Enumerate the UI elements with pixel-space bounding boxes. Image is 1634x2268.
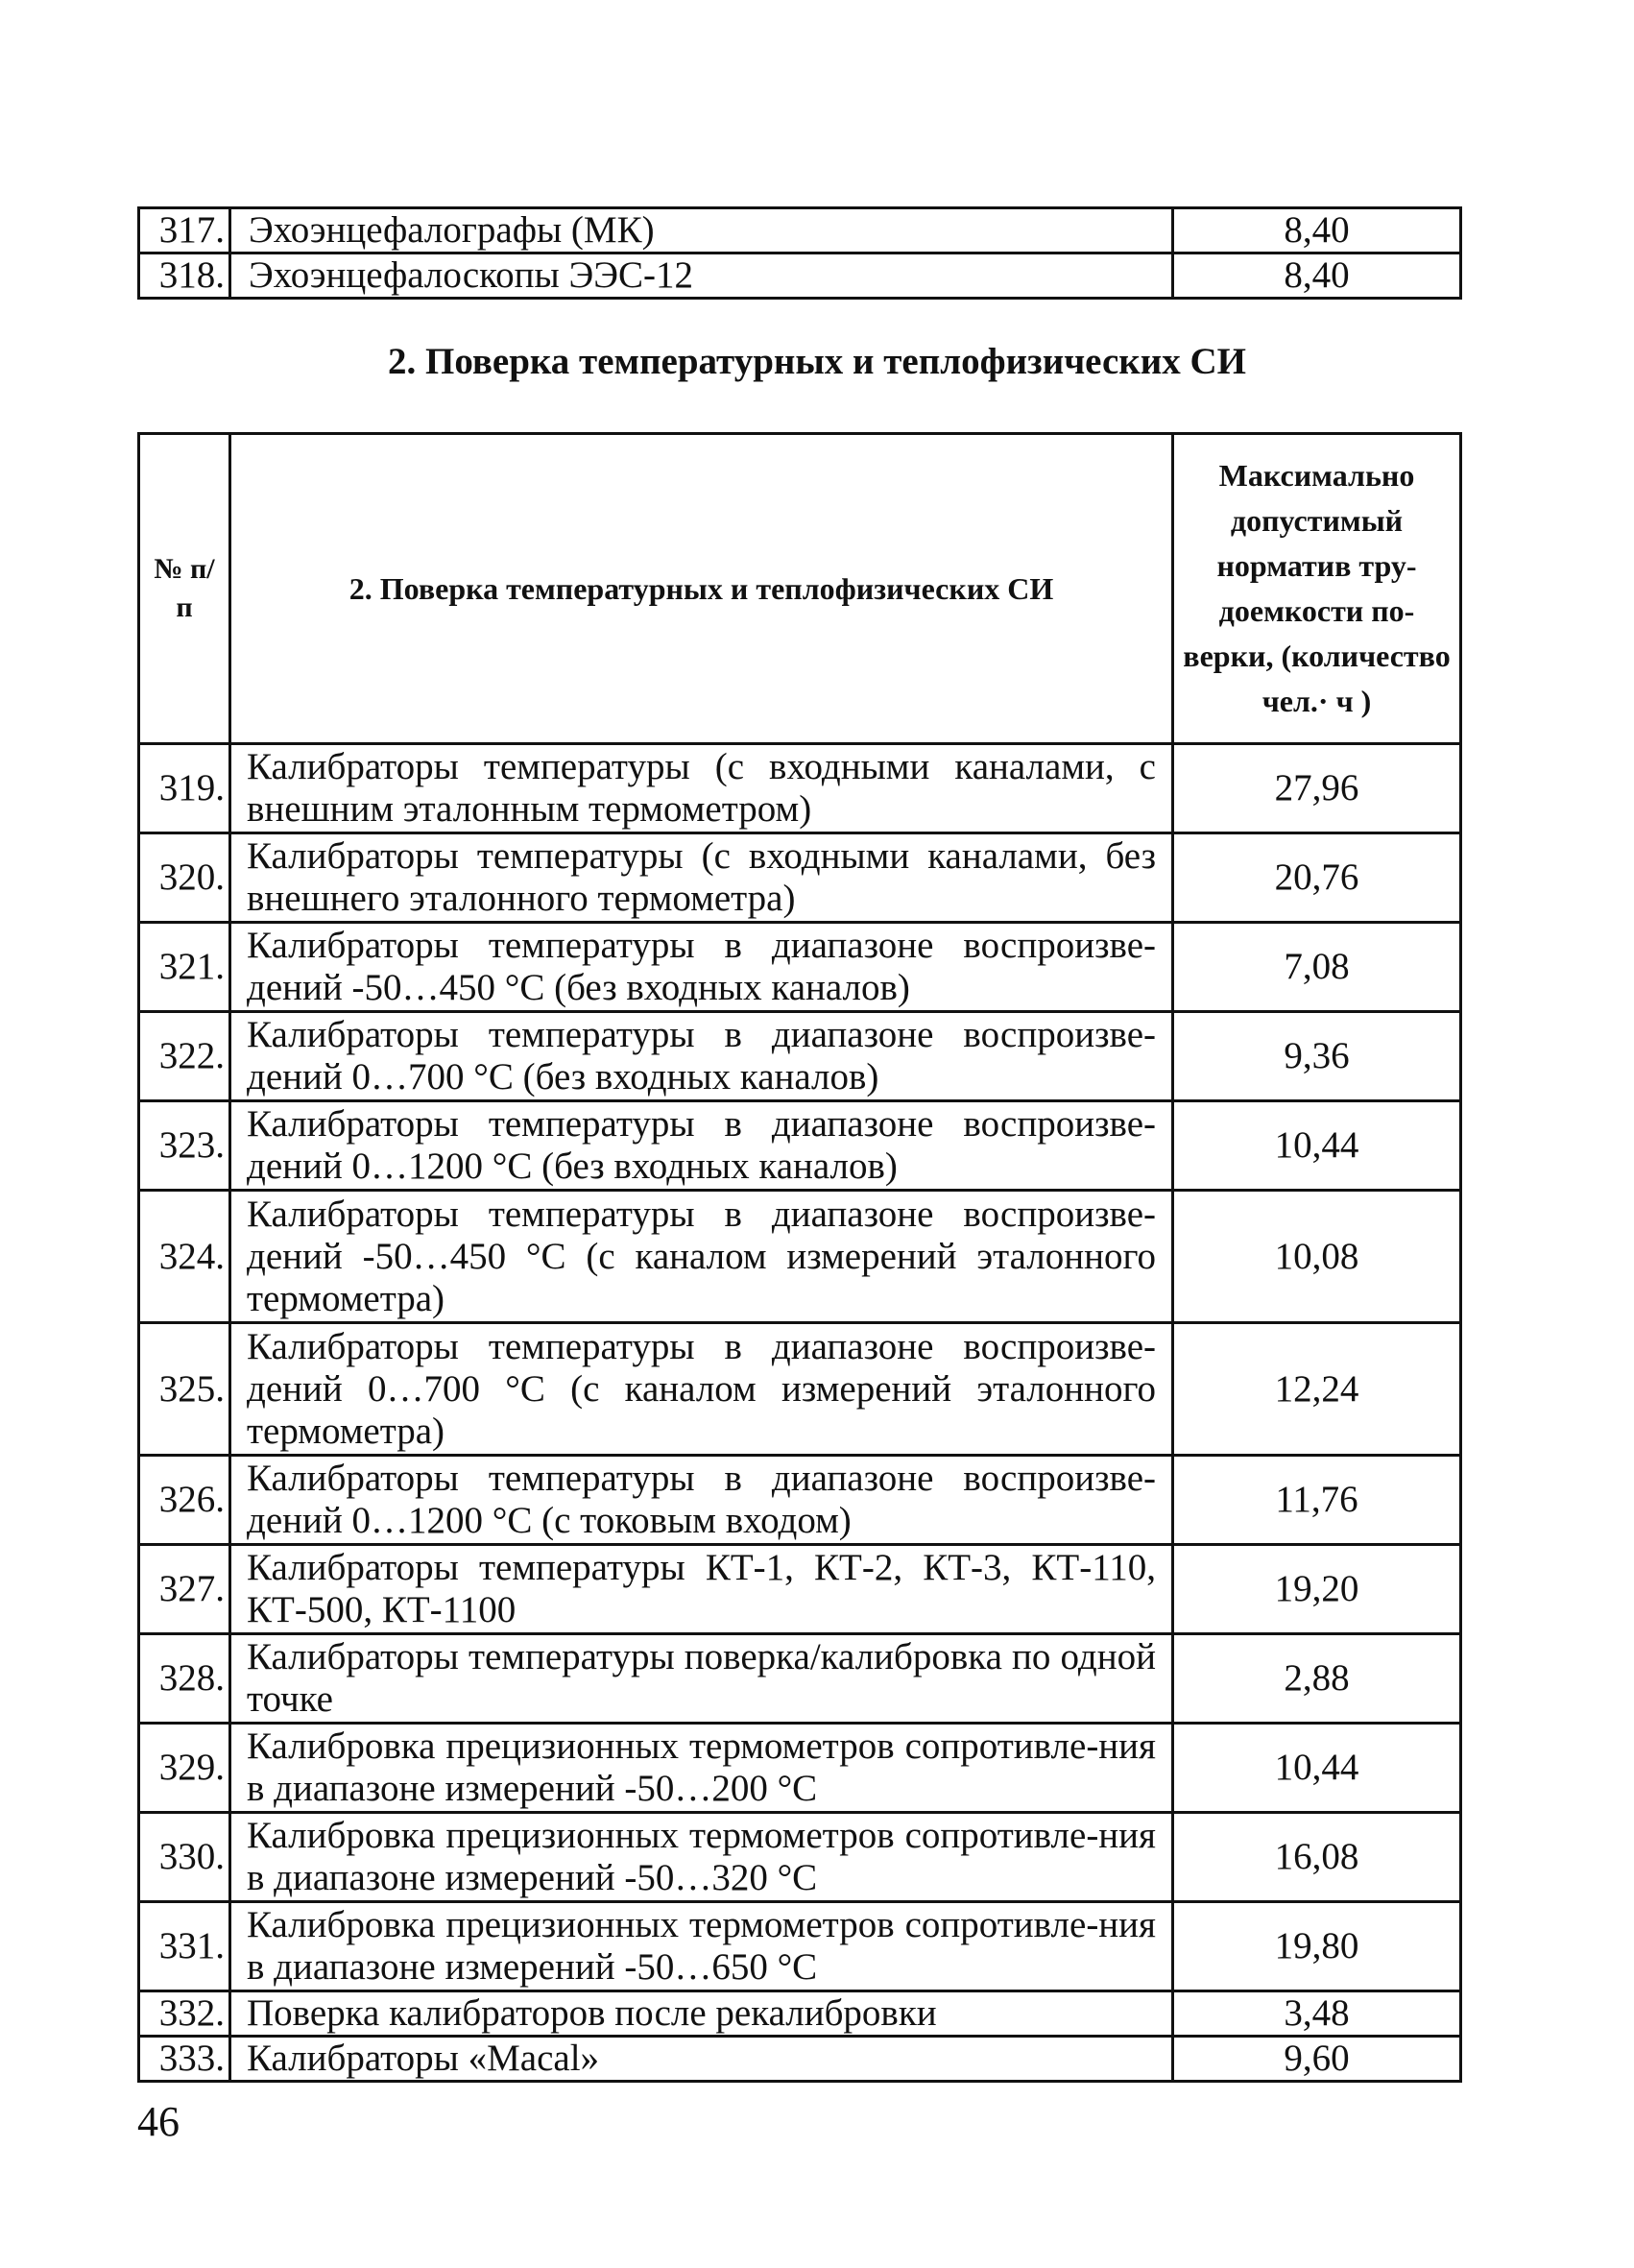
row-name: Калибраторы температуры поверка/калибровка по одной точке: [230, 1634, 1173, 1724]
table-row: [139, 1813, 1461, 1902]
row-value: 20,76: [1173, 833, 1461, 923]
row-value: 9,60: [1173, 2037, 1461, 2082]
row-name: Калибровка прецизионных термометров сопротивле-ния в диапазоне измерений -50…650 °С: [230, 1902, 1173, 1991]
table-row: [139, 208, 1461, 253]
table-row: [139, 1323, 1461, 1456]
row-name: Калибраторы температуры (с входными каналами, с внешним эталонным термометром): [230, 744, 1173, 833]
row-name: Калибровка прецизионных термометров сопротивле-ния в диапазоне измерений -50…200 °С: [230, 1724, 1173, 1813]
continued-table: [137, 206, 1462, 300]
row-name: Поверка калибраторов после рекалибровки: [230, 1991, 1173, 2037]
row-value: 12,24: [1173, 1323, 1461, 1456]
table-row: [139, 253, 1461, 299]
table-row: [139, 923, 1461, 1012]
row-value: 3,48: [1173, 1991, 1461, 2037]
row-name: Калибраторы температуры в диапазоне воспроизве-дений 0…1200 °С (с токовым входом): [230, 1456, 1173, 1545]
row-number: 330.: [139, 1813, 230, 1902]
row-value: 16,08: [1173, 1813, 1461, 1902]
row-value: 8,40: [1173, 208, 1461, 253]
row-name: Калибраторы температуры в диапазоне воспроизве-дений -50…450 °С (с каналом измерений эталонного термометра): [230, 1191, 1173, 1323]
row-name: Калибраторы температуры в диапазоне воспроизве-дений -50…450 °С (без входных каналов): [230, 923, 1173, 1012]
row-number: 326.: [139, 1456, 230, 1545]
table-row: [139, 1191, 1461, 1323]
row-number: 320.: [139, 833, 230, 923]
row-number: 319.: [139, 744, 230, 833]
table-row: [139, 1012, 1461, 1101]
page-number: 46: [137, 2098, 180, 2145]
row-number: 329.: [139, 1724, 230, 1813]
row-number: 328.: [139, 1634, 230, 1724]
table-row: [139, 1545, 1461, 1634]
row-value: 2,88: [1173, 1634, 1461, 1724]
row-number: 318.: [139, 253, 230, 299]
row-value: 8,40: [1173, 253, 1461, 299]
row-name: Калибраторы температуры (с входными каналами, без внешнего эталонного термометра): [230, 833, 1173, 923]
row-number: 325.: [139, 1323, 230, 1456]
row-value: 9,36: [1173, 1012, 1461, 1101]
header-number: № п/п: [139, 434, 230, 744]
header-name: 2. Поверка температурных и теплофизических СИ: [230, 434, 1173, 744]
table-row: [139, 1991, 1461, 2037]
row-name: Калибраторы «Macal»: [230, 2037, 1173, 2082]
table-row: [139, 833, 1461, 923]
table-row: [139, 2037, 1461, 2082]
row-number: 321.: [139, 923, 230, 1012]
row-value: 10,44: [1173, 1724, 1461, 1813]
table-row: [139, 1724, 1461, 1813]
row-name: Эхоэнцефалографы (МК): [230, 208, 1173, 253]
row-value: 11,76: [1173, 1456, 1461, 1545]
row-value: 19,80: [1173, 1902, 1461, 1991]
row-value: 10,44: [1173, 1101, 1461, 1191]
row-value: 7,08: [1173, 923, 1461, 1012]
header-value: Максимально допустимый норматив тру-доемкости по-верки, (количество чел.· ч ): [1173, 434, 1461, 744]
row-value: 10,08: [1173, 1191, 1461, 1323]
row-name: Калибраторы температуры в диапазоне воспроизве-дений 0…700 °С (с каналом измерений эталонного термометра): [230, 1323, 1173, 1456]
row-value: 27,96: [1173, 744, 1461, 833]
row-number: 332.: [139, 1991, 230, 2037]
row-number: 322.: [139, 1012, 230, 1101]
section-title: 2. Поверка температурных и теплофизических СИ: [388, 341, 1246, 382]
row-name: Эхоэнцефалоскопы ЭЭС-12: [230, 253, 1173, 299]
table-row: [139, 1902, 1461, 1991]
norms-table: [137, 432, 1462, 2083]
row-number: 331.: [139, 1902, 230, 1991]
table-row: [139, 1101, 1461, 1191]
table-header-row: [139, 434, 1461, 744]
row-number: 333.: [139, 2037, 230, 2082]
row-value: 19,20: [1173, 1545, 1461, 1634]
row-number: 317.: [139, 208, 230, 253]
row-name: Калибраторы температуры КТ-1, КТ-2, КТ-3, КТ-110, КТ-500, КТ-1100: [230, 1545, 1173, 1634]
table-row: [139, 744, 1461, 833]
table-row: [139, 1634, 1461, 1724]
row-name: Калибраторы температуры в диапазоне воспроизве-дений 0…1200 °С (без входных каналов): [230, 1101, 1173, 1191]
row-name: Калибраторы температуры в диапазоне воспроизве-дений 0…700 °С (без входных каналов): [230, 1012, 1173, 1101]
row-number: 327.: [139, 1545, 230, 1634]
row-name: Калибровка прецизионных термометров сопротивле-ния в диапазоне измерений -50…320 °С: [230, 1813, 1173, 1902]
table-row: [139, 1456, 1461, 1545]
row-number: 323.: [139, 1101, 230, 1191]
row-number: 324.: [139, 1191, 230, 1323]
